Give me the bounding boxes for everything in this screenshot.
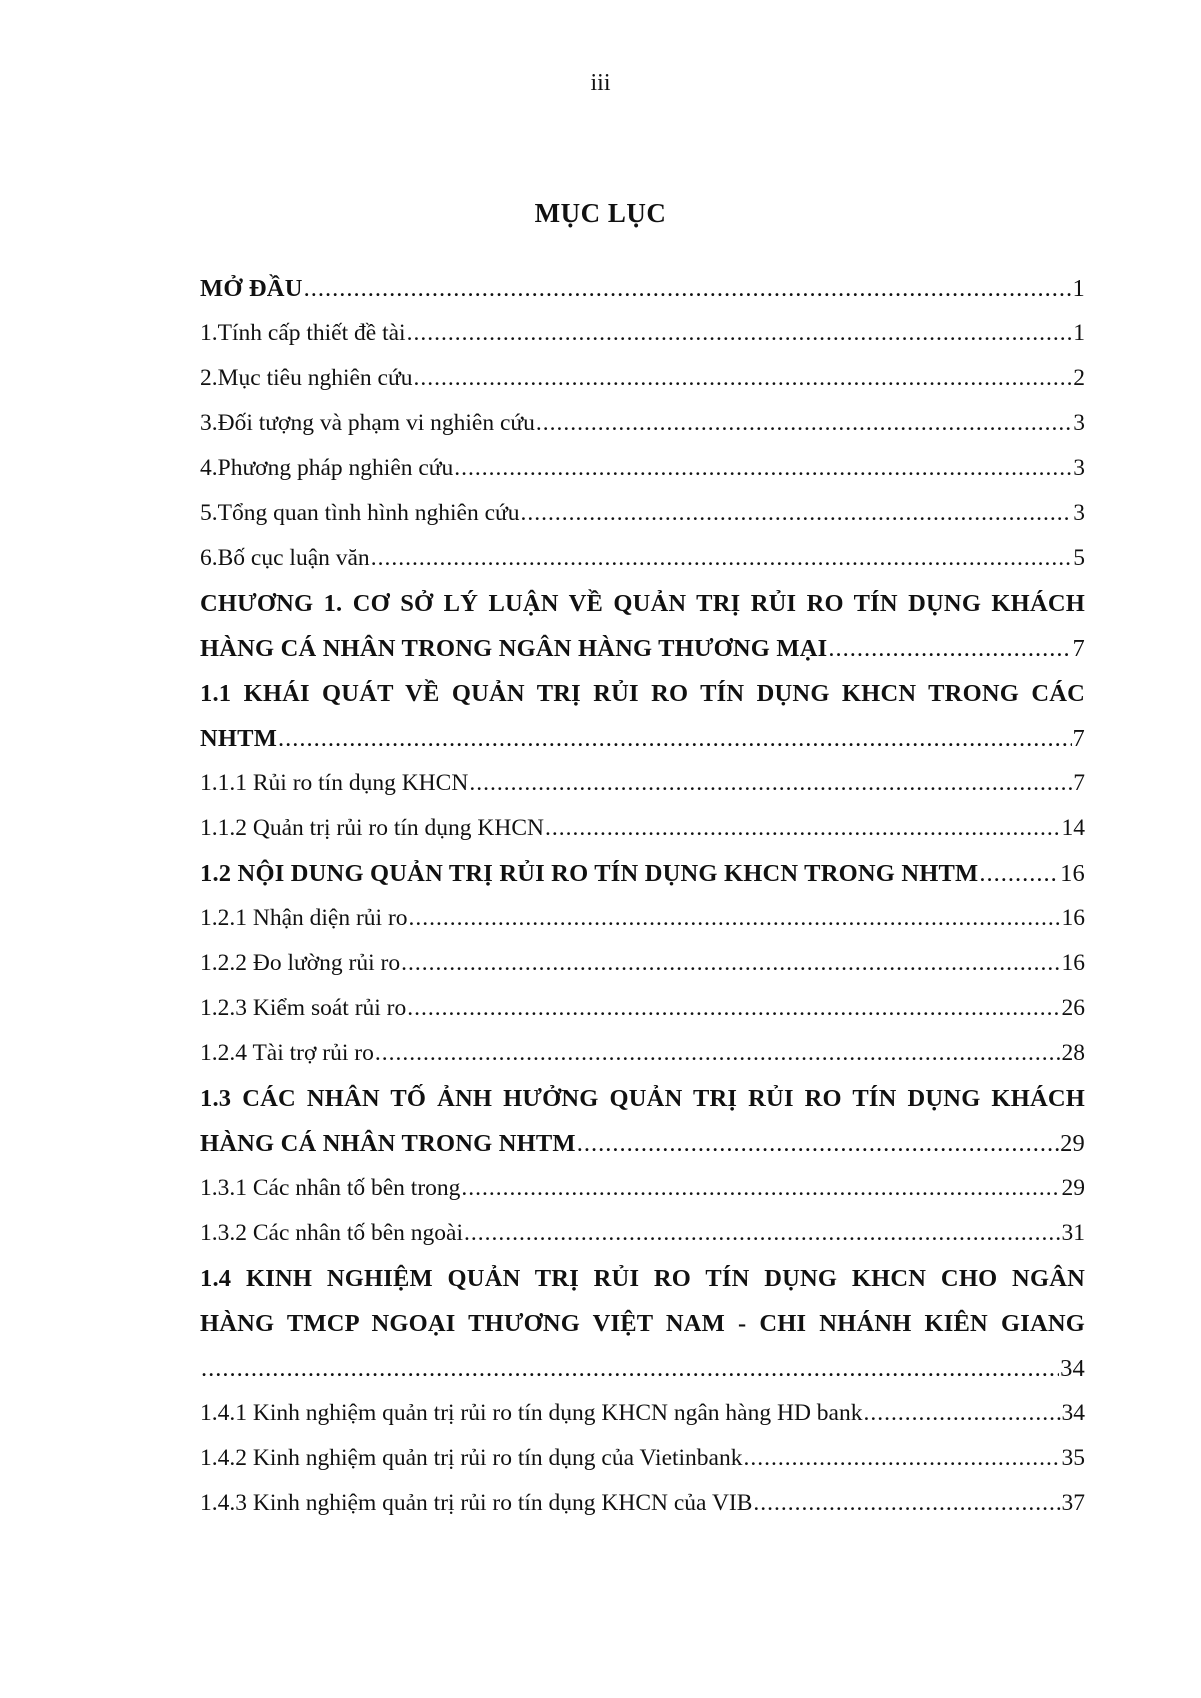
- toc-entry-text: NHTM: [200, 725, 278, 752]
- toc-entry[interactable]: [200, 851, 1085, 896]
- toc-page-number: 3: [1073, 455, 1085, 481]
- toc-entry-text: 1.2.3 Kiểm soát rủi ro: [200, 995, 407, 1021]
- toc-page-number: 34: [1060, 1355, 1085, 1382]
- toc-leader-dots: [464, 1211, 1060, 1256]
- toc-page-number: 31: [1061, 1220, 1085, 1246]
- toc-entry-text: 1.4.2 Kinh nghiệm quản trị rủi ro tín dụng của Vietinbank: [200, 1445, 743, 1471]
- toc-entry[interactable]: [200, 266, 1085, 311]
- toc-entry[interactable]: [200, 1031, 1085, 1076]
- toc-entry-text: 5.Tổng quan tình hình nghiên cứu: [200, 500, 520, 526]
- toc-page-number: 7: [1073, 770, 1085, 796]
- toc-page-number: 37: [1061, 1490, 1085, 1516]
- toc-leader-dots: [828, 626, 1071, 671]
- toc-leader-dots: [536, 401, 1072, 446]
- toc-leader-dots: [371, 536, 1073, 581]
- toc-page-number: 7: [1072, 635, 1085, 662]
- toc-entry[interactable]: [200, 446, 1085, 491]
- toc-entry-text: 1.2.4 Tài trợ rủi ro: [200, 1040, 374, 1066]
- toc-entry-line: 1.4 KINH NGHIỆM QUẢN TRỊ RỦI RO TÍN DỤNG KHCN CHO NGÂN: [200, 1265, 1085, 1292]
- toc-entry-text: 1.Tính cấp thiết đề tài: [200, 320, 406, 346]
- toc-page-number: 16: [1060, 860, 1085, 887]
- toc-leader-dots: [461, 1166, 1060, 1211]
- toc-page-number: 35: [1061, 1445, 1085, 1471]
- toc-entry-line: 1.3 CÁC NHÂN TỐ ẢNH HƯỞNG QUẢN TRỊ RỦI RO TÍN DỤNG KHÁCH: [200, 1085, 1085, 1112]
- toc-page-number: 34: [1061, 1400, 1085, 1426]
- toc-entry[interactable]: [200, 356, 1085, 401]
- toc-leader-dots: [979, 851, 1059, 896]
- toc-entry-text: 1.2.1 Nhận diện rủi ro: [200, 905, 408, 931]
- toc-entry[interactable]: [200, 986, 1085, 1031]
- toc-page-number: 5: [1073, 545, 1085, 571]
- toc-page-number: 3: [1073, 410, 1085, 436]
- toc-entry[interactable]: [200, 761, 1085, 806]
- toc-leader-dots: [753, 1481, 1060, 1526]
- toc-entry-line: 1.1 KHÁI QUÁT VỀ QUẢN TRỊ RỦI RO TÍN DỤNG KHCN TRONG CÁC: [200, 680, 1085, 707]
- toc-leader-dots: [401, 941, 1060, 986]
- toc-entry-text: 2.Mục tiêu nghiên cứu: [200, 365, 413, 391]
- toc-leader-dots: [744, 1436, 1061, 1481]
- toc-leader-dots: [407, 986, 1060, 1031]
- toc-leader-dots: [304, 266, 1072, 311]
- toc-entry[interactable]: [200, 716, 1085, 761]
- toc-entry[interactable]: [200, 626, 1085, 671]
- toc-leader-dots: [864, 1391, 1061, 1436]
- table-of-contents: [200, 266, 1085, 1526]
- toc-page-number: 3: [1073, 500, 1085, 526]
- toc-entry-text: 1.1.1 Rủi ro tín dụng KHCN: [200, 770, 469, 796]
- toc-entry[interactable]: [200, 1166, 1085, 1211]
- toc-entry[interactable]: [200, 1346, 1085, 1391]
- toc-entry-text: 4.Phương pháp nghiên cứu: [200, 455, 454, 481]
- toc-page-number: 7: [1072, 725, 1085, 752]
- toc-page-number: 26: [1061, 995, 1085, 1021]
- toc-page-number: 28: [1061, 1040, 1085, 1066]
- toc-leader-dots: [469, 761, 1072, 806]
- toc-entry-text: HÀNG CÁ NHÂN TRONG NGÂN HÀNG THƯƠNG MẠI: [200, 635, 828, 662]
- toc-leader-dots: [454, 446, 1072, 491]
- toc-entry[interactable]: [200, 1391, 1085, 1436]
- toc-entry-text: 6.Bố cục luận văn: [200, 545, 370, 571]
- toc-entry[interactable]: [200, 536, 1085, 581]
- toc-entry-line: CHƯƠNG 1. CƠ SỞ LÝ LUẬN VỀ QUẢN TRỊ RỦI RO TÍN DỤNG KHÁCH: [200, 590, 1085, 617]
- toc-page-number: 29: [1061, 1175, 1085, 1201]
- toc-entry-text: 1.3.2 Các nhân tố bên ngoài: [200, 1220, 464, 1246]
- toc-entry[interactable]: [200, 311, 1085, 356]
- toc-entry[interactable]: [200, 896, 1085, 941]
- toc-entry-line: HÀNG TMCP NGOẠI THƯƠNG VIỆT NAM - CHI NHÁNH KIÊN GIANG: [200, 1310, 1085, 1337]
- toc-leader-dots: [201, 1346, 1059, 1391]
- toc-entry[interactable]: [200, 941, 1085, 986]
- toc-entry-text: 1.2.2 Đo lường rủi ro: [200, 950, 401, 976]
- toc-title: MỤC LỤC: [534, 198, 667, 228]
- toc-entry[interactable]: [200, 1211, 1085, 1256]
- toc-entry-text: 1.4.3 Kinh nghiệm quản trị rủi ro tín dụng KHCN của VIB: [200, 1490, 753, 1516]
- toc-leader-dots: [413, 356, 1072, 401]
- toc-entry[interactable]: [200, 806, 1085, 851]
- toc-page-number: 2: [1073, 365, 1085, 391]
- page-number: iii: [590, 70, 611, 96]
- toc-page-number: 14: [1061, 815, 1085, 841]
- toc-entry-text: 1.2 NỘI DUNG QUẢN TRỊ RỦI RO TÍN DỤNG KHCN TRONG NHTM: [200, 860, 979, 887]
- toc-leader-dots: [375, 1031, 1061, 1076]
- toc-page-number: 1: [1073, 320, 1085, 346]
- toc-page-number: 16: [1061, 950, 1085, 976]
- toc-entry-text: 1.1.2 Quản trị rủi ro tín dụng KHCN: [200, 815, 544, 841]
- toc-page-number: 1: [1072, 275, 1085, 302]
- toc-entry-text: MỞ ĐẦU: [200, 275, 303, 302]
- toc-leader-dots: [278, 716, 1072, 761]
- toc-leader-dots: [407, 311, 1073, 356]
- toc-leader-dots: [409, 896, 1061, 941]
- toc-page-number: 16: [1061, 905, 1085, 931]
- toc-entry-text: HÀNG CÁ NHÂN TRONG NHTM: [200, 1130, 576, 1157]
- toc-entry-text: 1.4.1 Kinh nghiệm quản trị rủi ro tín dụng KHCN ngân hàng HD bank: [200, 1400, 863, 1426]
- toc-page-number: 29: [1060, 1130, 1085, 1157]
- toc-entry[interactable]: [200, 491, 1085, 536]
- toc-entry-text: 3.Đối tượng và phạm vi nghiên cứu: [200, 410, 535, 436]
- toc-entry-text: 1.3.1 Các nhân tố bên trong: [200, 1175, 461, 1201]
- toc-leader-dots: [545, 806, 1061, 851]
- toc-leader-dots: [577, 1121, 1059, 1166]
- toc-entry[interactable]: [200, 1436, 1085, 1481]
- toc-entry[interactable]: [200, 1121, 1085, 1166]
- toc-entry[interactable]: [200, 1481, 1085, 1526]
- toc-leader-dots: [521, 491, 1073, 536]
- toc-entry[interactable]: [200, 401, 1085, 446]
